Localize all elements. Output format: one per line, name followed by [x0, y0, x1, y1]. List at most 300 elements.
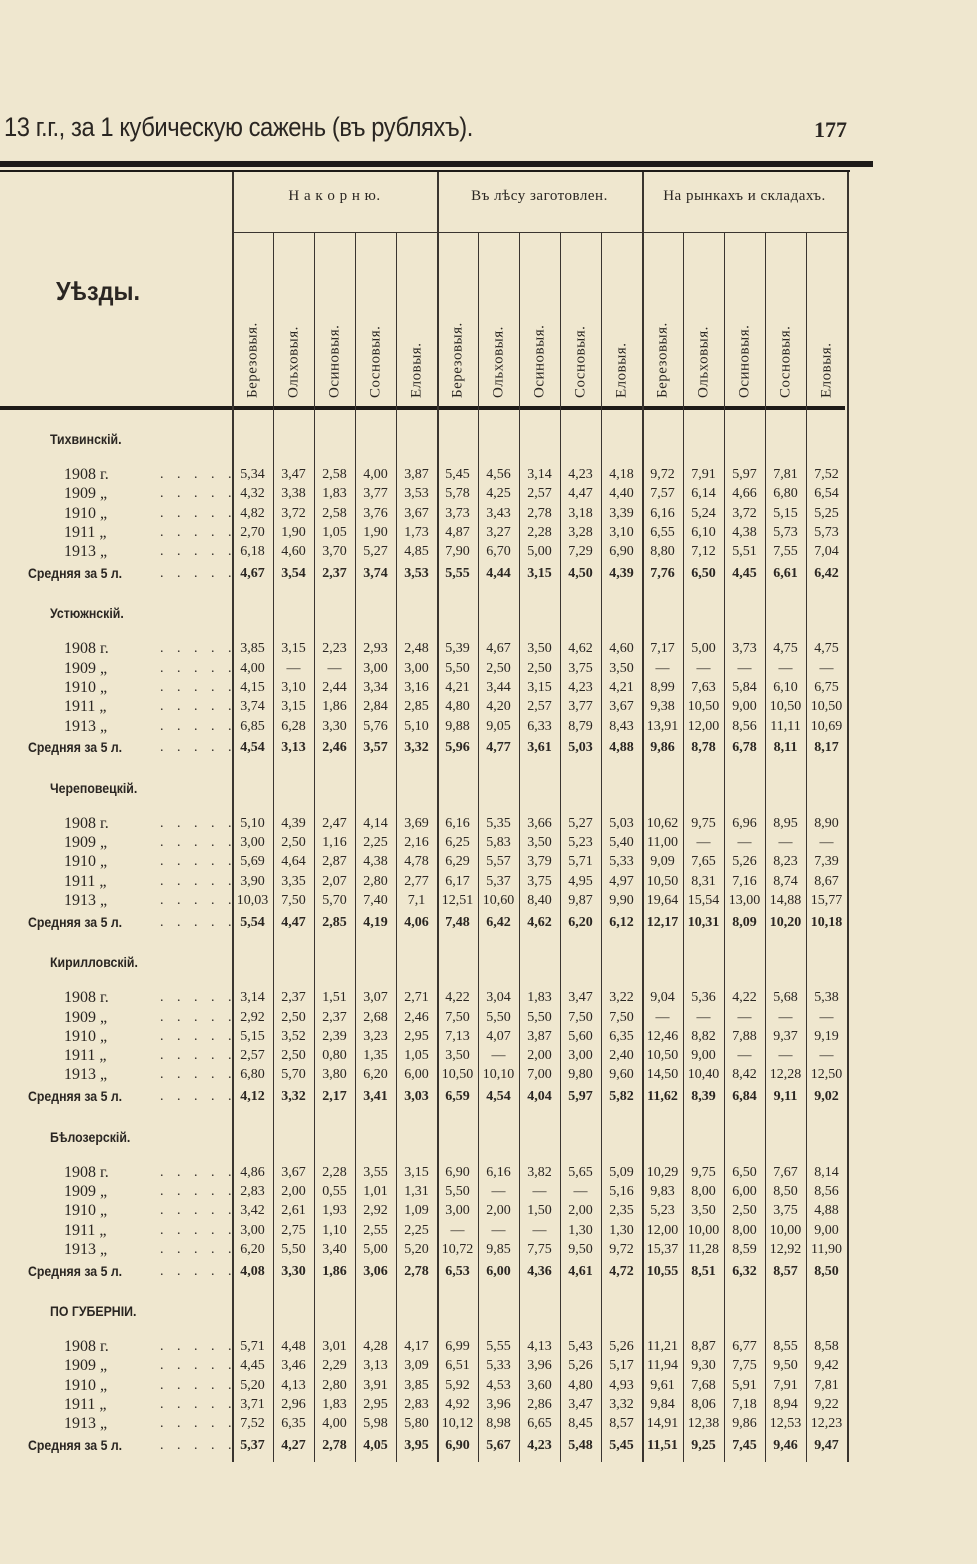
table-cell: 3,50 — [527, 835, 552, 851]
table-cell: 6,16 — [445, 815, 470, 831]
table-cell: 5,34 — [240, 467, 265, 482]
top-rule-thin — [0, 170, 850, 172]
table-cell: 7,50 — [568, 1009, 593, 1025]
table-cell: — — [737, 1009, 752, 1025]
table-cell: 4,00 — [363, 467, 388, 482]
table-cell: 5,37 — [486, 873, 511, 889]
table-cell: 3,04 — [486, 990, 511, 1006]
table-cell: 3,00 — [240, 835, 265, 851]
table-cell: 5,16 — [609, 1183, 634, 1199]
year-label: 1913 „ — [64, 1066, 108, 1084]
table-cell: 3,47 — [568, 990, 593, 1006]
average-cell: 8,09 — [732, 914, 757, 930]
table-cell: 8,31 — [691, 873, 716, 889]
table-cell: 2,80 — [363, 873, 388, 889]
average-cell: 6,53 — [445, 1263, 470, 1279]
average-cell: 7,48 — [445, 914, 470, 930]
average-cell: 4,44 — [486, 566, 511, 581]
table-cell: 9,05 — [486, 718, 511, 734]
table-cell: 2,83 — [240, 1183, 265, 1199]
table-cell: 8,43 — [609, 718, 634, 734]
table-cell: 4,22 — [732, 990, 757, 1006]
table-cell: 6,96 — [732, 815, 757, 831]
average-cell: 6,84 — [732, 1089, 757, 1105]
table-cell: 6,17 — [445, 873, 470, 889]
table-cell: 3,15 — [404, 1164, 429, 1180]
leader-dots: . . . . . — [160, 1164, 237, 1180]
table-cell: 12,38 — [687, 1416, 720, 1432]
table-cell: 7,39 — [814, 854, 839, 870]
table-cell: 4,88 — [814, 1203, 839, 1219]
table-cell: 12,23 — [810, 1416, 843, 1432]
table-cell: 6,35 — [609, 1028, 634, 1044]
average-cell: 4,54 — [240, 740, 265, 756]
table-cell: 6,25 — [445, 835, 470, 851]
column-header — [519, 238, 560, 402]
leader-dots: . . . . . — [160, 893, 237, 908]
table-cell: 2,00 — [486, 1203, 511, 1219]
table-cell: 7,52 — [240, 1416, 265, 1432]
table-cell: 12,53 — [769, 1416, 802, 1432]
leader-dots: . . . . . — [160, 1067, 237, 1083]
table-cell: 2,48 — [404, 641, 429, 657]
section-title: Бѣлозерскій. — [50, 1128, 131, 1145]
column-header-label: Еловыя. — [818, 342, 834, 398]
average-cell: 8,57 — [773, 1263, 798, 1279]
year-label: 1908 г. — [64, 1163, 109, 1181]
table-cell: 3,50 — [609, 660, 634, 676]
table-cell: 4,92 — [445, 1396, 470, 1412]
table-cell: 2,28 — [322, 1164, 347, 1180]
table-cell: 7,67 — [773, 1164, 798, 1180]
leader-dots: . . . . . — [160, 835, 237, 851]
table-cell: 9,22 — [814, 1396, 839, 1412]
table-cell: 7,16 — [732, 873, 757, 889]
table-cell: 7,81 — [814, 1377, 839, 1393]
table-cell: 3,75 — [568, 660, 593, 676]
table-cell: 9,87 — [568, 893, 593, 908]
table-cell: 4,82 — [240, 505, 265, 521]
table-cell: 5,36 — [691, 990, 716, 1006]
column-header-label: Еловыя. — [613, 342, 629, 398]
column-header-label: Еловыя. — [408, 342, 424, 398]
average-cell: 11,62 — [647, 1089, 678, 1105]
table-cell: 5,50 — [445, 1183, 470, 1199]
leader-dots: . . . . . — [160, 1183, 237, 1199]
table-cell: 3,15 — [281, 699, 306, 715]
table-cell: 8,42 — [732, 1067, 757, 1083]
table-cell: 8,82 — [691, 1028, 716, 1044]
table-cell: 3,22 — [609, 990, 634, 1006]
table-cell: 4,23 — [568, 680, 593, 695]
table-cell: 2,50 — [281, 1048, 306, 1064]
row-header: Уѣзды. — [56, 276, 140, 306]
column-header-label: Березовыя. — [244, 322, 260, 398]
table-cell: 3,39 — [609, 505, 634, 521]
table-cell: 6,50 — [732, 1164, 757, 1180]
column-header — [232, 238, 273, 402]
table-cell: 1,30 — [609, 1222, 634, 1238]
table-cell: 7,50 — [445, 1009, 470, 1025]
table-cell: 3,72 — [281, 505, 306, 521]
table-cell: 6,90 — [445, 1164, 470, 1180]
year-label: 1911 „ — [64, 1047, 107, 1065]
table-cell: 1,93 — [322, 1203, 347, 1219]
table-cell: 3,43 — [486, 505, 511, 521]
table-cell: — — [819, 660, 834, 676]
column-header — [601, 238, 642, 402]
table-cell: 10,50 — [646, 1048, 679, 1064]
table-cell: 2,37 — [281, 990, 306, 1006]
table-cell: 5,91 — [732, 1377, 757, 1393]
table-cell: 5,78 — [445, 486, 470, 502]
table-cell: — — [655, 660, 670, 676]
average-cell: 4,77 — [486, 740, 511, 756]
table-cell: 5,43 — [568, 1339, 593, 1354]
leader-dots: . . . . . — [160, 566, 237, 581]
table-cell: 5,40 — [609, 835, 634, 851]
table-cell: 7,00 — [527, 1067, 552, 1083]
table-cell: 4,13 — [281, 1377, 306, 1393]
average-cell: 9,47 — [814, 1438, 839, 1453]
table-cell: 3,85 — [240, 641, 265, 657]
table-cell: 10,50 — [687, 699, 720, 715]
table-cell: 5,27 — [363, 544, 388, 560]
table-cell: — — [491, 1222, 506, 1238]
table-cell: 4,38 — [363, 854, 388, 870]
table-cell: 10,50 — [810, 699, 843, 715]
table-cell: 3,73 — [732, 641, 757, 657]
table-cell: 3,69 — [404, 815, 429, 831]
table-cell: 10,12 — [441, 1416, 474, 1432]
table-cell: 9,75 — [691, 1164, 716, 1180]
average-label: Средняя за 5 л. — [28, 739, 123, 756]
table-cell: 1,35 — [363, 1048, 388, 1064]
table-cell: 7,18 — [732, 1396, 757, 1412]
average-cell: 3,06 — [363, 1263, 388, 1279]
table-cell: 9,00 — [732, 699, 757, 715]
table-cell: 8,56 — [814, 1183, 839, 1199]
year-label: 1908 г. — [64, 640, 109, 658]
average-cell: 8,51 — [691, 1263, 716, 1279]
table-cell: 8,14 — [814, 1164, 839, 1180]
table-cell: 3,85 — [404, 1377, 429, 1393]
section-title: Череповецкій. — [50, 779, 138, 796]
leader-dots: . . . . . — [160, 1009, 237, 1025]
column-header-label: Осиновыя. — [531, 324, 547, 398]
table-cell: 9,72 — [650, 467, 675, 482]
table-cell: 9,42 — [814, 1358, 839, 1374]
column-header-label: Березовыя. — [449, 322, 465, 398]
table-cell: 5,55 — [486, 1339, 511, 1354]
leader-dots: . . . . . — [160, 1048, 237, 1064]
table-cell: 9,50 — [568, 1241, 593, 1257]
table-cell: 8,80 — [650, 544, 675, 560]
average-cell: 4,36 — [527, 1263, 552, 1279]
table-cell: 6,80 — [240, 1067, 265, 1083]
table-cell: 6,10 — [691, 524, 716, 540]
table-cell: 3,44 — [486, 680, 511, 695]
table-cell: 2,50 — [486, 660, 511, 676]
year-label: 1911 „ — [64, 1221, 107, 1239]
average-cell: 8,39 — [691, 1089, 716, 1105]
average-cell: 3,32 — [281, 1089, 306, 1105]
leader-dots: . . . . . — [160, 1339, 237, 1354]
table-cell: 10,50 — [769, 699, 802, 715]
average-cell: 6,61 — [773, 566, 798, 581]
table-cell: 6,80 — [773, 486, 798, 502]
table-cell: 8,74 — [773, 873, 798, 889]
table-cell: 2,87 — [322, 854, 347, 870]
table-cell: 7,29 — [568, 544, 593, 560]
table-cell: 2,71 — [404, 990, 429, 1006]
table-cell: 2,61 — [281, 1203, 306, 1219]
table-cell: 2,28 — [527, 524, 552, 540]
average-cell: 5,97 — [568, 1089, 593, 1105]
average-cell: 3,41 — [363, 1089, 388, 1105]
table-cell: — — [532, 1222, 547, 1238]
average-cell: 5,82 — [609, 1089, 634, 1105]
table-cell: 7,17 — [650, 641, 675, 657]
table-cell: 7,88 — [732, 1028, 757, 1044]
table-cell: 12,50 — [810, 1067, 843, 1083]
table-cell: 2,47 — [322, 815, 347, 831]
table-cell: 5,97 — [732, 467, 757, 482]
average-cell: 11,51 — [647, 1438, 678, 1453]
table-cell: 3,46 — [281, 1358, 306, 1374]
table-cell: 5,00 — [691, 641, 716, 657]
column-header — [478, 238, 519, 402]
table-cell: 4,78 — [404, 854, 429, 870]
table-cell: 2,07 — [322, 873, 347, 889]
year-label: 1910 „ — [64, 1027, 108, 1045]
average-cell: 4,62 — [527, 914, 552, 930]
leader-dots: . . . . . — [160, 1028, 237, 1044]
leader-dots: . . . . . — [160, 1396, 237, 1412]
year-label: 1911 „ — [64, 872, 107, 890]
table-cell: 4,32 — [240, 486, 265, 502]
year-label: 1909 „ — [64, 1008, 108, 1026]
table-cell: 1,51 — [322, 990, 347, 1006]
table-cell: 6,00 — [404, 1067, 429, 1083]
table-cell: — — [778, 1048, 793, 1064]
table-cell: 8,59 — [732, 1241, 757, 1257]
year-label: 1910 „ — [64, 853, 108, 871]
leader-dots: . . . . . — [160, 990, 237, 1006]
table-cell: 5,65 — [568, 1164, 593, 1180]
table-cell: 4,93 — [609, 1377, 634, 1393]
table-cell: 5,70 — [281, 1067, 306, 1083]
average-cell: 2,37 — [322, 566, 347, 581]
table-cell: 3,67 — [281, 1164, 306, 1180]
table-cell: 5,35 — [486, 815, 511, 831]
leader-dots: . . . . . — [160, 718, 237, 734]
average-label: Средняя за 5 л. — [28, 1437, 123, 1453]
table-cell: 4,17 — [404, 1339, 429, 1354]
section-title: ПО ГУБЕРНІИ. — [50, 1303, 137, 1319]
average-cell: 2,85 — [322, 914, 347, 930]
page-title: 13 г.г., за 1 кубическую сажень (въ рубляхъ). — [4, 112, 473, 142]
average-cell: 4,61 — [568, 1263, 593, 1279]
table-cell: 19,64 — [646, 893, 679, 908]
average-cell: 6,20 — [568, 914, 593, 930]
average-cell: 3,03 — [404, 1089, 429, 1105]
table-cell: 3,50 — [527, 641, 552, 657]
table-cell: 5,71 — [240, 1339, 265, 1354]
table-cell: 2,29 — [322, 1358, 347, 1374]
table-cell: 9,84 — [650, 1396, 675, 1412]
table-cell: 4,87 — [445, 524, 470, 540]
table-cell: 10,29 — [646, 1164, 679, 1180]
table-cell: 2,78 — [527, 505, 552, 521]
table-cell: 1,73 — [404, 524, 429, 540]
table-cell: 5,73 — [814, 524, 839, 540]
average-cell: 5,45 — [609, 1438, 634, 1453]
table-cell: 7,75 — [527, 1241, 552, 1257]
table-cell: 6,29 — [445, 854, 470, 870]
column-divider — [847, 172, 849, 1462]
table-cell: 2,57 — [527, 486, 552, 502]
table-cell: 10,50 — [646, 873, 679, 889]
table-cell: 2,70 — [240, 524, 265, 540]
table-cell: 3,09 — [404, 1358, 429, 1374]
table-cell: 5,23 — [650, 1203, 675, 1219]
leader-dots: . . . . . — [160, 914, 237, 930]
table-cell: 15,77 — [810, 893, 843, 908]
table-cell: 5,50 — [527, 1009, 552, 1025]
column-header — [396, 238, 437, 402]
column-header-label: Осиновыя. — [736, 324, 752, 398]
table-cell: 1,16 — [322, 835, 347, 851]
table-cell: 9,38 — [650, 699, 675, 715]
table-cell: 6,20 — [363, 1067, 388, 1083]
table-cell: 5,71 — [568, 854, 593, 870]
table-cell: 6,55 — [650, 524, 675, 540]
table-cell: 6,54 — [814, 486, 839, 502]
table-cell: 9,00 — [691, 1048, 716, 1064]
table-cell: 4,86 — [240, 1164, 265, 1180]
table-cell: 2,86 — [527, 1396, 552, 1412]
table-cell: 1,86 — [322, 699, 347, 715]
table-cell: 4,38 — [732, 524, 757, 540]
table-cell: 7,91 — [691, 467, 716, 482]
leader-dots: . . . . . — [160, 873, 237, 889]
table-cell: 7,50 — [281, 893, 306, 908]
column-header-label: Осиновыя. — [326, 324, 342, 398]
year-label: 1909 „ — [64, 659, 108, 677]
column-header — [724, 238, 765, 402]
table-cell: 5,15 — [240, 1028, 265, 1044]
table-cell: 9,30 — [691, 1358, 716, 1374]
table-cell: 12,28 — [769, 1067, 802, 1083]
average-cell: 5,37 — [240, 1438, 265, 1453]
table-cell: 2,37 — [322, 1009, 347, 1025]
table-cell: 15,37 — [646, 1241, 679, 1257]
average-cell: 3,13 — [281, 740, 306, 756]
average-cell: 3,15 — [527, 566, 552, 581]
leader-dots: . . . . . — [160, 467, 237, 482]
table-cell: 5,26 — [568, 1358, 593, 1374]
table-cell: 2,00 — [527, 1048, 552, 1064]
table-cell: 6,33 — [527, 718, 552, 734]
table-cell: 6,90 — [609, 544, 634, 560]
table-cell: 3,23 — [363, 1028, 388, 1044]
table-cell: 3,77 — [363, 486, 388, 502]
table-cell: 2,50 — [281, 835, 306, 851]
table-cell: 4,47 — [568, 486, 593, 502]
leader-dots: . . . . . — [160, 1358, 237, 1374]
leader-dots: . . . . . — [160, 505, 237, 521]
table-cell: 6,00 — [732, 1183, 757, 1199]
table-cell: 14,88 — [769, 893, 802, 908]
table-cell: 5,50 — [281, 1241, 306, 1257]
table-cell: 1,01 — [363, 1183, 388, 1199]
table-cell: 3,34 — [363, 680, 388, 695]
table-cell: 5,73 — [773, 524, 798, 540]
leader-dots: . . . . . — [160, 1377, 237, 1393]
table-cell: 7,50 — [609, 1009, 634, 1025]
table-cell: 8,79 — [568, 718, 593, 734]
table-cell: 3,75 — [527, 873, 552, 889]
average-cell: 4,50 — [568, 566, 593, 581]
column-header — [765, 238, 806, 402]
table-cell: 3,28 — [568, 524, 593, 540]
column-header — [273, 238, 314, 402]
table-cell: 8,00 — [732, 1222, 757, 1238]
table-cell: 3,00 — [445, 1203, 470, 1219]
average-cell: 5,67 — [486, 1438, 511, 1453]
table-cell: 10,03 — [236, 893, 269, 908]
table-cell: 1,30 — [568, 1222, 593, 1238]
table-cell: 5,60 — [568, 1028, 593, 1044]
header-bottom-rule — [0, 406, 845, 410]
table-cell: 5,76 — [363, 718, 388, 734]
table-cell: 11,11 — [770, 718, 801, 734]
average-cell: 5,03 — [568, 740, 593, 756]
year-label: 1908 г. — [64, 989, 109, 1007]
table-cell: 8,58 — [814, 1339, 839, 1354]
table-cell: 2,40 — [609, 1048, 634, 1064]
table-cell: 3,32 — [609, 1396, 634, 1412]
table-cell: 5,83 — [486, 835, 511, 851]
average-cell: 3,32 — [404, 740, 429, 756]
table-cell: 3,10 — [609, 524, 634, 540]
table-cell: 2,75 — [281, 1222, 306, 1238]
average-cell: 9,25 — [691, 1438, 716, 1453]
table-cell: 2,83 — [404, 1396, 429, 1412]
table-cell: 3,16 — [404, 680, 429, 695]
top-rule — [0, 161, 873, 167]
table-cell: — — [491, 1183, 506, 1199]
table-cell: 3,53 — [404, 486, 429, 502]
table-cell: 12,00 — [687, 718, 720, 734]
table-cell: 3,01 — [322, 1339, 347, 1354]
table-cell: 5,20 — [404, 1241, 429, 1257]
table-cell: — — [819, 1048, 834, 1064]
table-cell: 4,23 — [568, 467, 593, 482]
table-cell: 3,87 — [404, 467, 429, 482]
table-cell: 8,55 — [773, 1339, 798, 1354]
table-cell: 4,39 — [281, 815, 306, 831]
table-cell: 4,22 — [445, 990, 470, 1006]
table-cell: — — [286, 660, 301, 676]
table-cell: 7,81 — [773, 467, 798, 482]
average-cell: 4,27 — [281, 1438, 306, 1453]
table-cell: 2,39 — [322, 1028, 347, 1044]
table-cell: 4,45 — [240, 1358, 265, 1374]
table-cell: 8,40 — [527, 893, 552, 908]
table-cell: 8,00 — [691, 1183, 716, 1199]
